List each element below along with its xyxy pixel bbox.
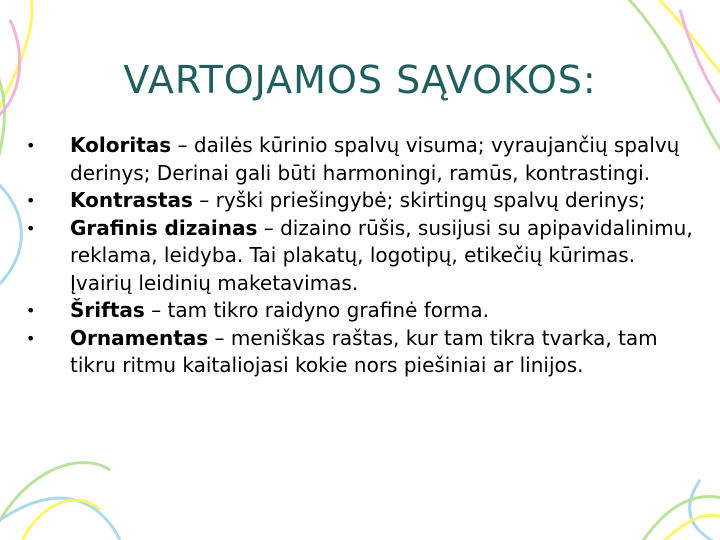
bullet-icon: • [26, 191, 36, 210]
bullet-icon: • [26, 136, 36, 155]
term: Ornamentas [70, 325, 209, 350]
term: Šriftas [70, 298, 145, 322]
definitions-list [22, 132, 702, 380]
swirl-blue-left [0, 170, 21, 300]
definition: – ryški priešingybė; skirtingų spalvų derinys; [192, 188, 646, 212]
list-item-sriftas [22, 297, 702, 325]
term: Koloritas [70, 133, 172, 157]
definition: – tam tikro raidyno grafinė forma. [144, 298, 489, 322]
bullet-icon: • [26, 218, 36, 238]
definition: – meniškas raštas, kur tam tikra tvarka, tam tikru ritmu kaitaliojasi kokie nors piešiniai ar linijos. [70, 325, 658, 377]
list-item-grafinis-dizainas [22, 215, 702, 298]
bullet-icon: • [26, 301, 36, 320]
swirl-blue-right [690, 480, 720, 540]
term: Grafinis dizainas [70, 215, 258, 240]
list-item-kontrastas [22, 187, 702, 215]
definition: – dizaino rūšis, susijusi su apipavidalinimu, reklama, leidyba. Tai plakatų, logotipų, etikečių kūrimas. Įvairių leidinių maketavimas. [70, 215, 693, 295]
definition: – dailės kūrinio spalvų visuma; vyraujančių spalvų derinys; Derinai gali būti harmoningi, ramūs, kontrastingi. [70, 133, 680, 185]
swirl-green-bottom-right [640, 496, 720, 540]
bullet-icon: • [26, 328, 36, 348]
list-item-ornamentas [22, 325, 702, 380]
slide-title: VARTOJAMOS SĄVOKOS: [123, 58, 597, 102]
swirl-green-bottom-left [0, 463, 110, 540]
list-item-koloritas [22, 132, 702, 187]
term: Kontrastas [70, 188, 193, 212]
